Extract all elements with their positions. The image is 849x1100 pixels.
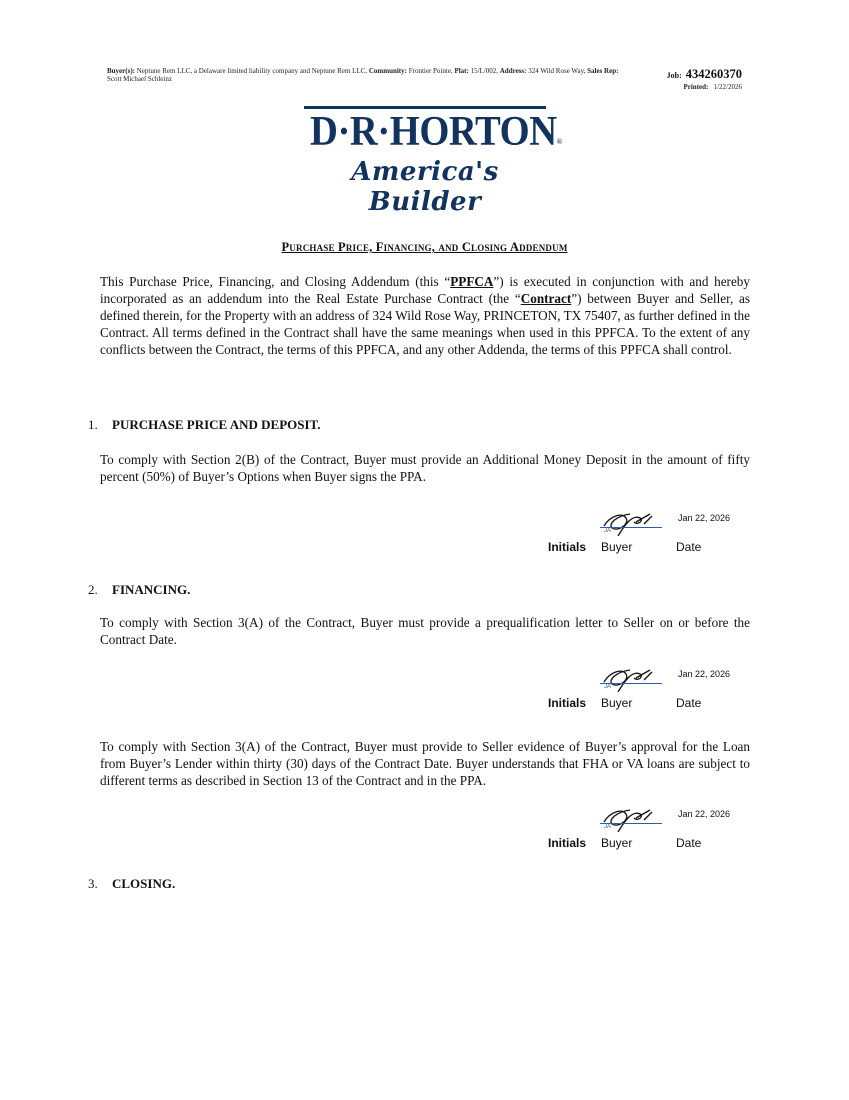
signer-initials: JA — [604, 528, 612, 534]
intro-paragraph: This Purchase Price, Financing, and Closing Addendum (this “PPFCA”) is executed in conjunction with and hereby incorporated as an addendum into the Real Estate Purchase Contract (the “Contract”) between Buyer and Seller, as defined therein, for the Property with an address of 324 Wild Rose Way, PRINCETON, TX 75407, as further defined in the Contract. All terms defined in the Contract shall have the same meanings when used in this PPFCA. To the extent of any conflicts between the Contract, the terms of this PPFCA, and any other Addenda, the terms of this PPFCA shall control. — [100, 274, 751, 357]
date-label: Date — [676, 696, 702, 710]
printed-label: Printed: — [683, 83, 709, 91]
printed-date-block — [622, 83, 742, 91]
address-value: 324 Wild Rose Way, — [528, 67, 586, 75]
initials-label: Initials — [548, 540, 587, 554]
job-label: Job: — [666, 71, 682, 80]
logo-tagline: America's Builder — [351, 157, 499, 217]
signed-date: Jan 22, 2026 — [678, 669, 731, 679]
job-number-block — [662, 67, 742, 83]
date-label: Date — [676, 540, 702, 554]
signer-initials: JA — [604, 824, 612, 830]
document-title: Purchase Price, Financing, and Closing Addendum — [281, 240, 568, 254]
buyer-label: Buyer — [601, 540, 633, 554]
section-1-paragraph: To comply with Section 2(B) of the Contract, Buyer must provide an Additional Money Deposit in the amount of fifty percent (50%) of Buyer’s Options when Buyer signs the PPA. — [100, 452, 750, 484]
community-value: Frontier Pointe, — [408, 67, 453, 75]
initials-block-3[interactable] — [548, 804, 748, 854]
plat-value: 15/L/002, — [470, 67, 498, 75]
logo-wordmark: D·R·HORTON® — [310, 109, 562, 155]
date-label: Date — [676, 836, 702, 850]
signed-date: Jan 22, 2026 — [678, 809, 731, 819]
printed-date: 1/22/2026 — [713, 83, 742, 91]
address-label: Address: — [499, 67, 527, 75]
section-1-heading: 1. PURCHASE PRICE AND DEPOSIT. — [88, 417, 321, 432]
sales-rep-label: Sales Rep: — [587, 67, 619, 75]
buyer-label: Buyer(s): — [107, 67, 135, 75]
buyer-value: Neptune Rem LLC, a Delaware limited liability company and Neptune Rem LLC, — [136, 67, 368, 75]
section-2-paragraph-1: To comply with Section 3(A) of the Contract, Buyer must provide a prequalification letter to Seller on or before the Contract Date. — [100, 615, 750, 647]
ppfca-term: PPFCA — [450, 274, 494, 289]
section-3-heading: 3. CLOSING. — [88, 876, 176, 891]
community-label: Community: — [368, 67, 407, 75]
initials-block-1[interactable] — [548, 508, 748, 558]
section-2-heading: 2. FINANCING. — [88, 582, 191, 597]
initials-label: Initials — [548, 696, 587, 710]
header-buyer-info — [107, 67, 632, 83]
initials-label: Initials — [548, 836, 587, 850]
dr-horton-logo — [300, 100, 562, 217]
signer-initials: JA — [604, 684, 612, 690]
contract-term: Contract — [520, 291, 572, 306]
job-number: 434260370 — [685, 67, 742, 81]
section-2-paragraph-2: To comply with Section 3(A) of the Contract, Buyer must provide to Seller evidence of Buyer’s approval for the Loan from Buyer’s Lender within thirty (30) days of the Contract Date. Buyer understands that FHA or VA loans are subject to different terms as described in Section 13 of the Contract and in the PPA. — [100, 739, 750, 788]
buyer-label: Buyer — [601, 696, 633, 710]
signed-date: Jan 22, 2026 — [678, 513, 731, 523]
plat-label: Plat: — [454, 67, 469, 75]
initials-block-2[interactable] — [548, 664, 748, 714]
sales-rep-value: Scott Michael Schleinz — [107, 75, 172, 83]
buyer-label: Buyer — [601, 836, 633, 850]
